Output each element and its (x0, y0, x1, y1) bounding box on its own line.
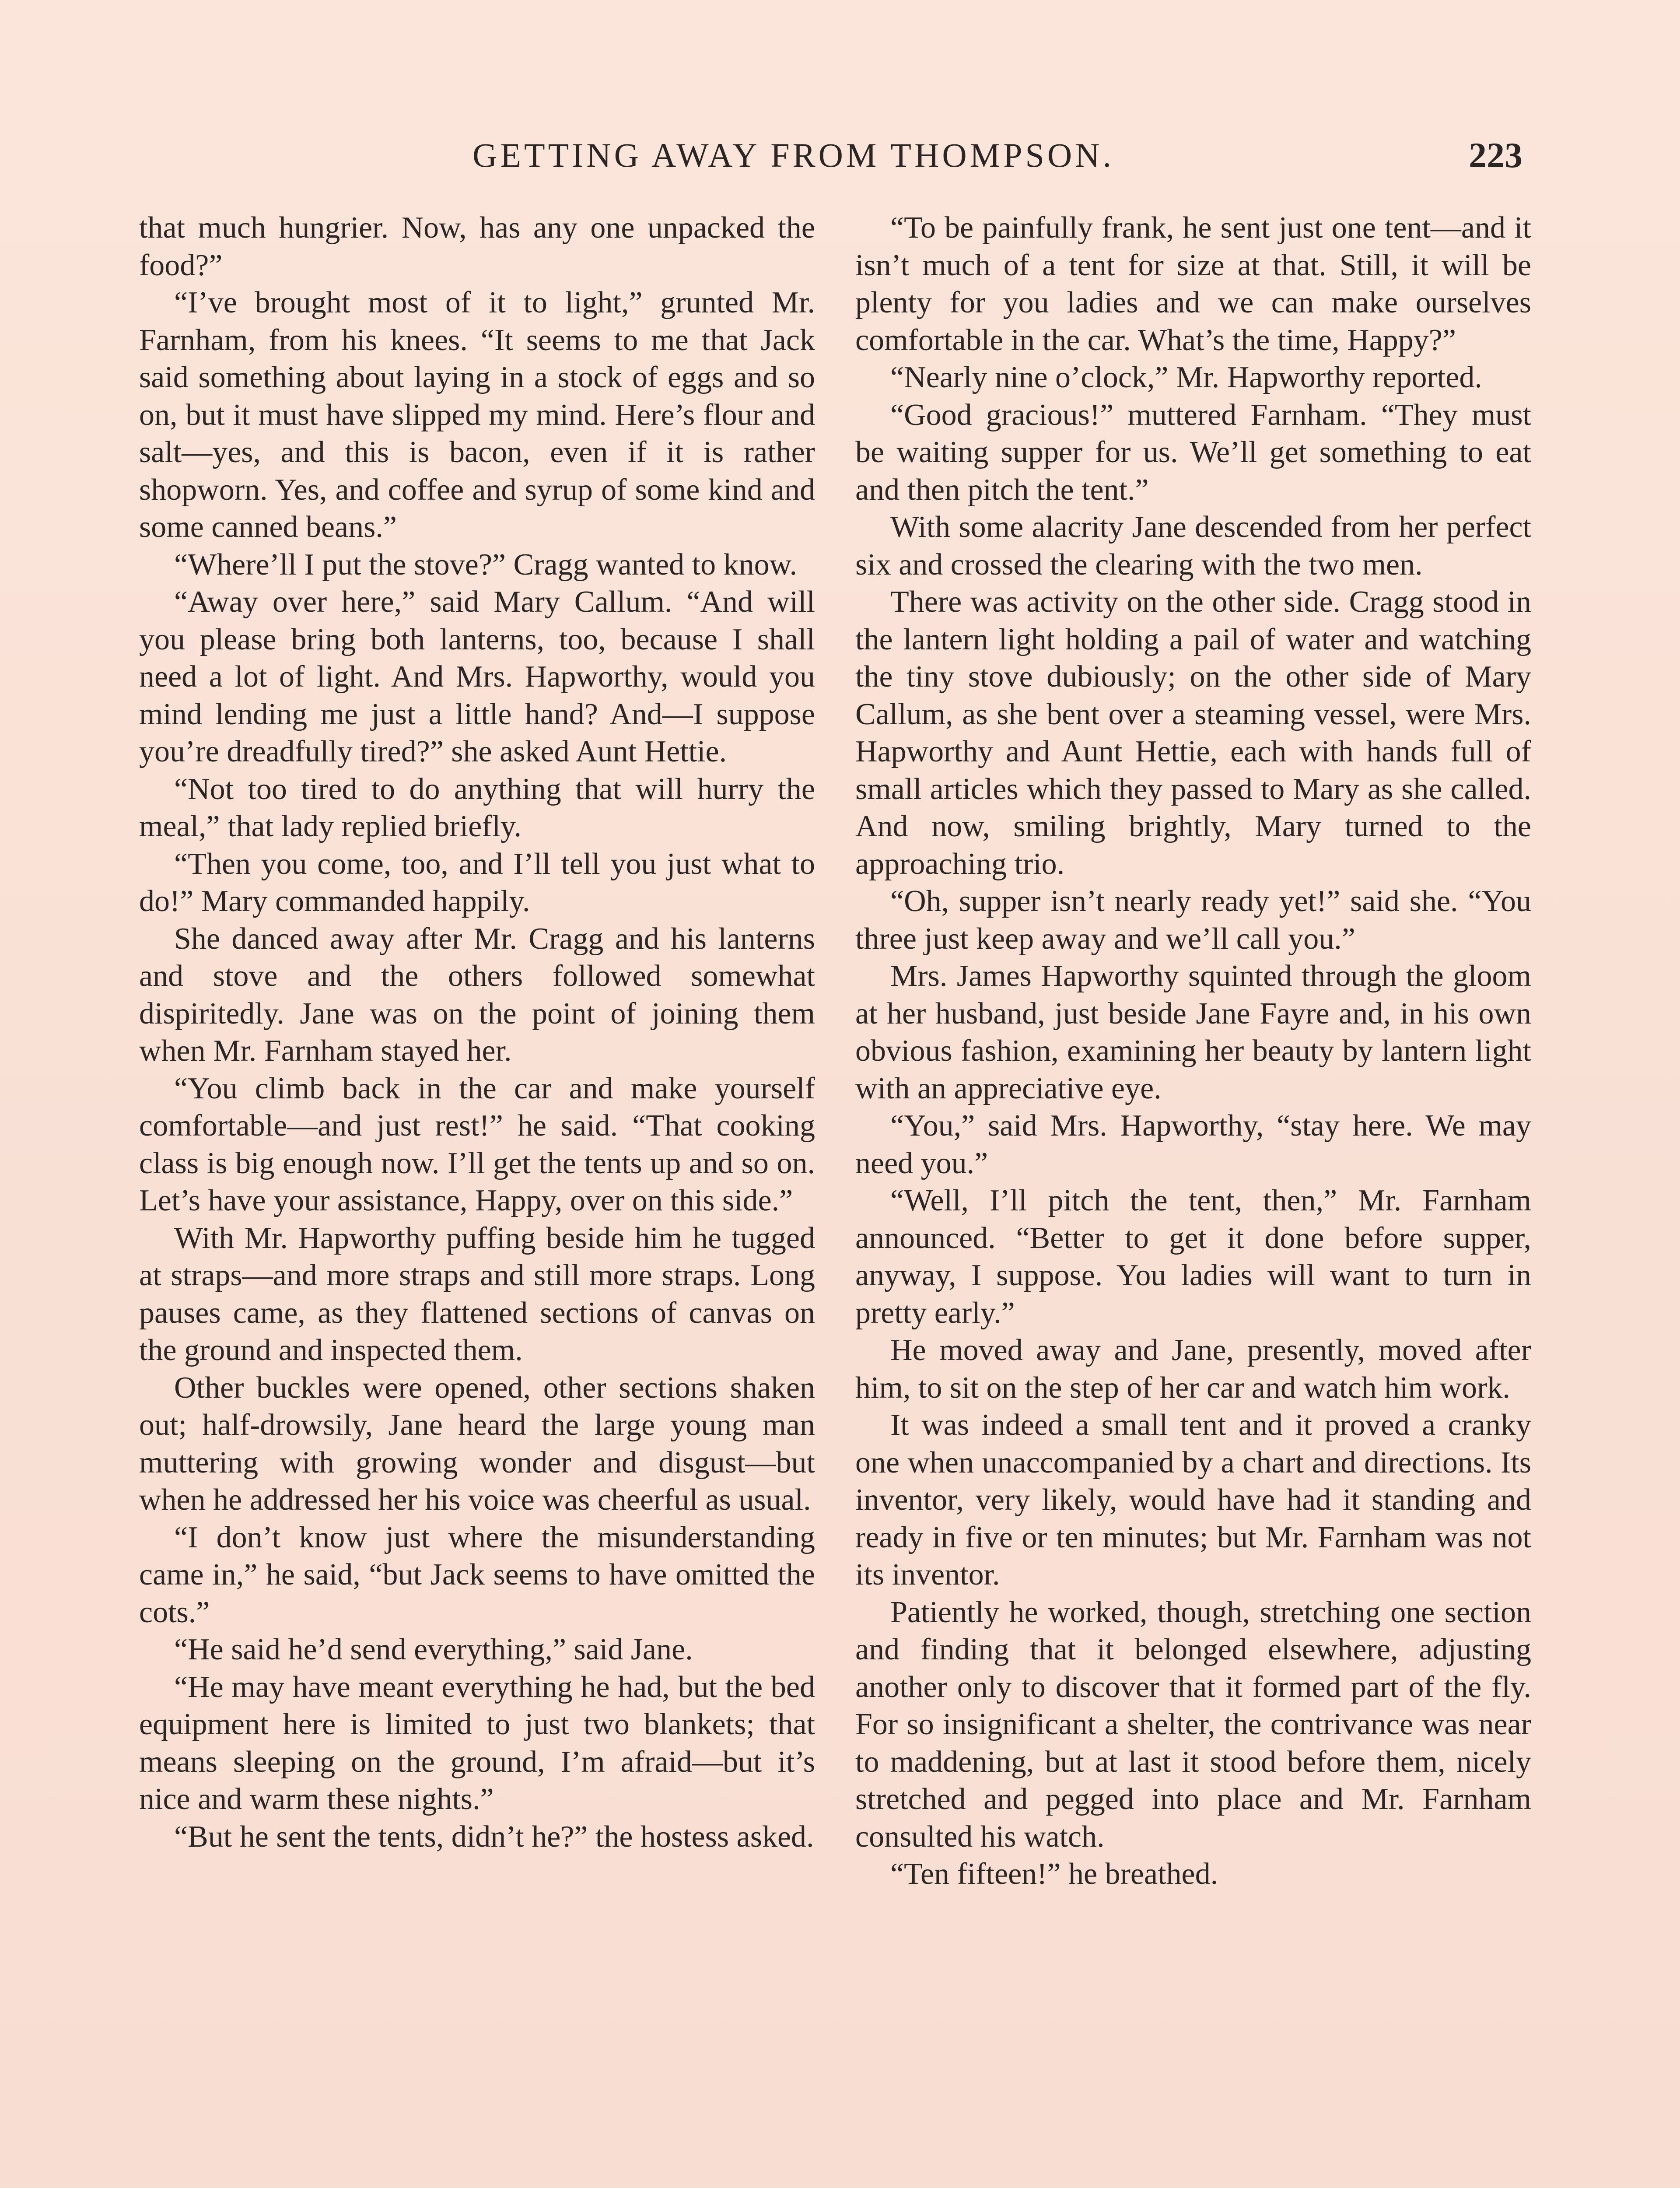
paragraph: “You climb back in the car and make yourself comfortable—and just rest!” he said. “That cooking class is big enough now. I’ll get the tents up and so on. Let’s have your assistance, Happy, over on this side.” (139, 1071, 815, 1217)
paragraph: that much hungrier. Now, has any one unpacked the food?” (139, 211, 815, 282)
paragraph: “Not too tired to do anything that will hurry the meal,” that lady replied briefly. (139, 772, 815, 843)
paragraph: “Well, I’ll pitch the tent, then,” Mr. Farnham announced. “Better to get it done before supper, anyway, I suppose. You ladies will want to turn in pretty early.” (855, 1184, 1531, 1330)
paragraph: “Where’ll I put the stove?” Cragg wanted to know. (174, 547, 798, 582)
paragraph: “You,” said Mrs. Hapworthy, “stay here. We may need you.” (855, 1109, 1531, 1180)
paragraph: There was activity on the other side. Cragg stood in the lantern light holding a pail of water and watching the tiny stove dubiously; on the other side of Mary Callum, as she bent over a steaming vessel, were Mrs. Hapworthy and Aunt Hettie, each with hands full of small articles which they passed to Mary as she called. And now, smiling brightly, Mary turned to the approaching trio. (855, 585, 1531, 881)
page-number: 223 (1469, 135, 1522, 175)
paragraph: Mrs. James Hapworthy squinted through the gloom at her husband, just beside Jane Fayre and, in his own obvious fashion, examining her beauty by lantern light with an appreciative eye. (855, 959, 1531, 1105)
right-column (855, 209, 1531, 1893)
paragraph: With some alacrity Jane descended from her perfect six and crossed the clearing with the two men. (855, 510, 1531, 582)
paragraph: “But he sent the tents, didn’t he?” the hostess asked. (174, 1820, 814, 1854)
paragraph: Other buckles were opened, other sections shaken out; half-drowsily, Jane heard the large young man muttering with growing wonder and disgust—but when he addressed her his voice was cheerful as usual. (139, 1371, 815, 1517)
paragraph: With Mr. Hapworthy puffing beside him he tugged at straps—and more straps and still more straps. Long pauses came, as they flattened sections of canvas on the ground and inspected them. (139, 1221, 815, 1367)
paragraph: “Oh, supper isn’t nearly ready yet!” said she. “You three just keep away and we’ll call you.” (855, 884, 1531, 956)
paragraph: “Then you come, too, and I’ll tell you just what to do!” Mary commanded happily. (139, 847, 815, 918)
paragraph: “I’ve brought most of it to light,” grunted Mr. Farnham, from his knees. “It seems to me that Jack said something about laying in a stock of eggs and so on, but it must have slipped my mind. Here’s flour and salt—yes, and this is bacon, even if it is rather shopworn. Yes, and coffee and syrup of some kind and some canned beans.” (139, 286, 815, 544)
paragraph: “He may have meant everything he had, but the bed equipment here is limited to just two blankets; that means sleeping on the ground, I’m afraid—but it’s nice and warm these nights.” (139, 1670, 815, 1816)
paragraph: “He said he’d send everything,” said Jane. (174, 1633, 693, 1666)
paragraph: “Nearly nine o’clock,” Mr. Hapworthy reported. (890, 361, 1482, 394)
paragraph: He moved away and Jane, presently, moved after him, to sit on the step of her car and watch him work. (855, 1333, 1531, 1405)
paragraph: It was indeed a small tent and it proved a cranky one when unaccompanied by a chart and directions. Its inventor, very likely, would have had it standing and ready in five or ten minutes; but Mr. Farnham was not its inventor. (855, 1408, 1531, 1592)
paragraph: “Good gracious!” muttered Farnham. “They must be waiting supper for us. We’ll get something to eat and then pitch the tent.” (855, 398, 1531, 507)
paragraph: She danced away after Mr. Cragg and his lanterns and stove and the others followed somewhat dispiritedly. Jane was on the point of joining them when Mr. Farnham stayed her. (139, 922, 815, 1068)
page-header (140, 133, 1540, 182)
paragraph: “To be painfully frank, he sent just one tent—and it isn’t much of a tent for size at that. Still, it will be plenty for you ladies and we can make ourselves comfortable in the car. What’s the time, Happy?” (855, 211, 1531, 357)
paragraph: Patiently he worked, though, stretching one section and finding that it belonged elsewhere, adjusting another only to discover that it formed part of the fly. For so insignificant a shelter, the contrivance was near to maddening, but at last it stood before them, nicely stretched and pegged into place and Mr. Farnham consulted his watch. (855, 1595, 1531, 1854)
paragraph: “Away over here,” said Mary Callum. “And will you please bring both lanterns, too, because I shall need a lot of light. And Mrs. Hapworthy, would you mind lending me just a little hand? And—I suppose you’re dreadfully tired?” she asked Aunt Hettie. (139, 585, 815, 768)
running-title: GETTING AWAY FROM THOMPSON. (472, 136, 1115, 174)
paragraph: “Ten fifteen!” he breathed. (890, 1857, 1218, 1891)
left-column (139, 209, 815, 1855)
paragraph: “I don’t know just where the misunderstanding came in,” he said, “but Jack seems to have omitted the cots.” (139, 1520, 815, 1629)
